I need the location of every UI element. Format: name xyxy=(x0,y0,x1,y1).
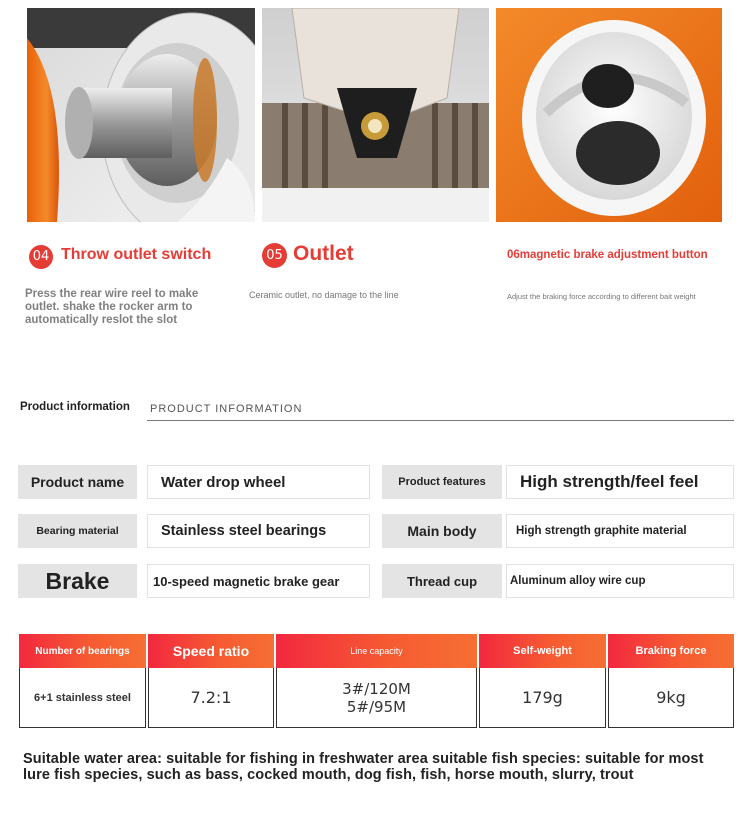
table-header: Line capacity xyxy=(276,634,477,668)
feature-description: Press the rear wire reel to make outlet. shake the rocker arm to automatically reslot the slot xyxy=(25,288,199,326)
table-cell-text: 7.2:1 xyxy=(190,688,232,707)
spec-label: Product features xyxy=(382,465,502,499)
line-outlet-photo xyxy=(262,8,489,222)
feature-description: Adjust the braking force according to different bait weight xyxy=(507,292,696,301)
table-cell xyxy=(479,668,606,728)
spec-label: Product name xyxy=(18,465,137,499)
table-cell-text: 6+1 stainless steel xyxy=(34,691,131,704)
feature-description: Ceramic outlet, no damage to the line xyxy=(249,290,399,300)
table-cell-text: 5#/95M xyxy=(346,697,407,716)
section-divider xyxy=(147,420,734,421)
spec-label: Main body xyxy=(382,514,502,548)
table-header: Speed ratio xyxy=(148,634,274,668)
spec-value: High strength graphite material xyxy=(506,514,734,548)
table-header: Self-weight xyxy=(479,634,606,668)
section-subtitle: PRODUCT INFORMATION xyxy=(150,403,303,415)
spec-value: High strength/feel feel xyxy=(506,465,734,499)
feature-title: Throw outlet switch xyxy=(61,246,212,263)
feature-title: Outlet xyxy=(293,242,354,265)
table-cell-text: 3#/120M xyxy=(342,679,411,698)
spec-value: 10-speed magnetic brake gear xyxy=(147,564,370,598)
spec-label: Bearing material xyxy=(18,514,137,548)
table-cell-text: 179g xyxy=(522,688,563,707)
magnetic-brake-knob-photo xyxy=(496,8,722,222)
section-title: Product information xyxy=(20,401,130,413)
feature-number-badge: 05 xyxy=(262,243,287,268)
table-cell xyxy=(148,668,274,728)
table-header: Number of bearings xyxy=(19,634,146,668)
table-cell-text: 9kg xyxy=(656,688,686,707)
feature-title: 06magnetic brake adjustment button xyxy=(507,249,708,261)
spec-value: Stainless steel bearings xyxy=(147,514,370,548)
table-cell xyxy=(276,668,477,728)
table-cell xyxy=(608,668,734,728)
spec-label: Thread cup xyxy=(382,564,502,598)
spec-label: Brake xyxy=(18,564,137,598)
table-cell xyxy=(19,668,146,728)
table-header: Braking force xyxy=(608,634,734,668)
suitable-water-note: Suitable water area: suitable for fishing in freshwater area suitable fish species: suitable for most lure fish species, such as bass, cocked mouth, dog fish, fish, horse mouth, slurry, trout xyxy=(23,751,704,783)
spec-value: Aluminum alloy wire cup xyxy=(506,564,734,598)
feature-number-badge: 04 xyxy=(29,245,53,269)
spec-value: Water drop wheel xyxy=(147,465,370,499)
spool-closeup-photo xyxy=(27,8,255,222)
